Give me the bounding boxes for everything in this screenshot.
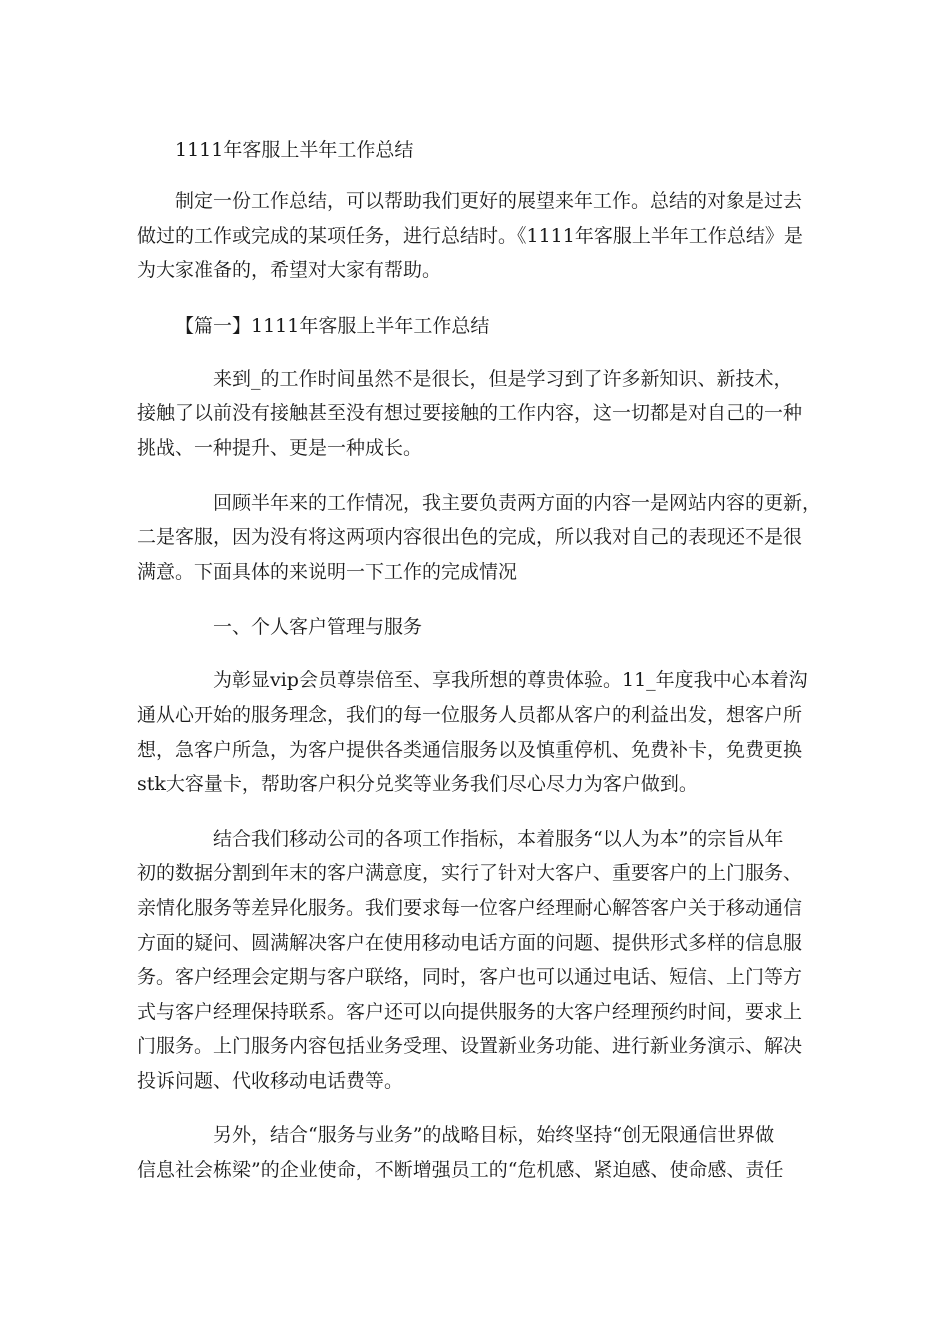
paragraph-line: 初的数据分割到年末的客户满意度，实行了针对大客户、重要客户的上门服务、 — [137, 862, 803, 885]
section-title: 【篇一】1111年客服上半年工作总结 — [175, 314, 490, 337]
paragraph-line: 亲情化服务等差异化服务。我们要求每一位客户经理耐心解答客户关于移动通信 — [137, 896, 803, 919]
paragraph-line: 满意。下面具体的来说明一下工作的完成情况 — [137, 560, 518, 583]
intro-paragraph — [137, 184, 817, 288]
document-title: 1111年客服上半年工作总结 — [175, 139, 414, 161]
paragraph-line: 信息社会栋梁”的企业使命，不断增强员工的“危机感、紧迫感、使命感、责任 — [137, 1159, 784, 1182]
paragraph-line: 来到_的工作时间虽然不是很长，但是学习到了许多新知识、新技术， — [213, 367, 793, 390]
paragraph-line: 通从心开始的服务理念，我们的每一位服务人员都从客户的利益出发，想客户所 — [137, 703, 803, 726]
paragraph-arrival — [137, 362, 817, 466]
paragraph-line: 想，急客户所急，为客户提供各类通信服务以及慎重停机、免费补卡，免费更换 — [137, 738, 803, 761]
intro-line: 为大家准备的，希望对大家有帮助。 — [137, 259, 442, 282]
paragraph-line: 挑战、一种提升、更是一种成长。 — [137, 436, 423, 459]
paragraph-line: 回顾半年来的工作情况，我主要负责两方面的内容一是网站内容的更新， — [213, 491, 822, 514]
document-body — [137, 132, 822, 1208]
paragraph-line: 式与客户经理保持联系。客户还可以向提供服务的大客户经理预约时间，要求上 — [137, 1000, 803, 1023]
paragraph-review — [137, 486, 822, 590]
paragraph-vip — [137, 663, 817, 801]
paragraph-line: 结合我们移动公司的各项工作指标，本着服务“以人为本”的宗旨从年 — [213, 827, 784, 850]
paragraph-line: 方面的疑问、圆满解决客户在使用移动电话方面的问题、提供形式多样的信息服 — [137, 931, 803, 954]
paragraph-line: 门服务。上门服务内容包括业务受理、设置新业务功能、进行新业务演示、解决 — [137, 1035, 803, 1058]
paragraph-strategy — [137, 1118, 817, 1187]
paragraph-line: 为彰显vip会员尊崇倍至、享我所想的尊贵体验。11_年度我中心本着沟 — [213, 669, 808, 692]
paragraph-line: 务。客户经理会定期与客户联络，同时，客户也可以通过电话、短信、上门等方 — [137, 966, 803, 989]
paragraph-line: 另外，结合“服务与业务”的战略目标，始终坚持“创无限通信世界做 — [213, 1124, 775, 1147]
subsection-title: 一、个人客户管理与服务 — [213, 616, 423, 639]
intro-line: 做过的工作或完成的某项任务，进行总结时。《1111年客服上半年工作总结》是 — [137, 224, 803, 247]
paragraph-line: 二是客服，因为没有将这两项内容很出色的完成，所以我对自己的表现还不是很 — [137, 526, 803, 549]
paragraph-targets — [137, 822, 817, 1099]
paragraph-line: stk大容量卡，帮助客户积分兑奖等业务我们尽心尽力为客户做到。 — [137, 773, 698, 796]
intro-line: 制定一份工作总结，可以帮助我们更好的展望来年工作。总结的对象是过去 — [175, 190, 803, 212]
paragraph-line: 投诉问题、代收移动电话费等。 — [137, 1069, 404, 1092]
paragraph-line: 接触了以前没有接触甚至没有想过要接触的工作内容，这一切都是对自己的一种 — [137, 402, 803, 425]
